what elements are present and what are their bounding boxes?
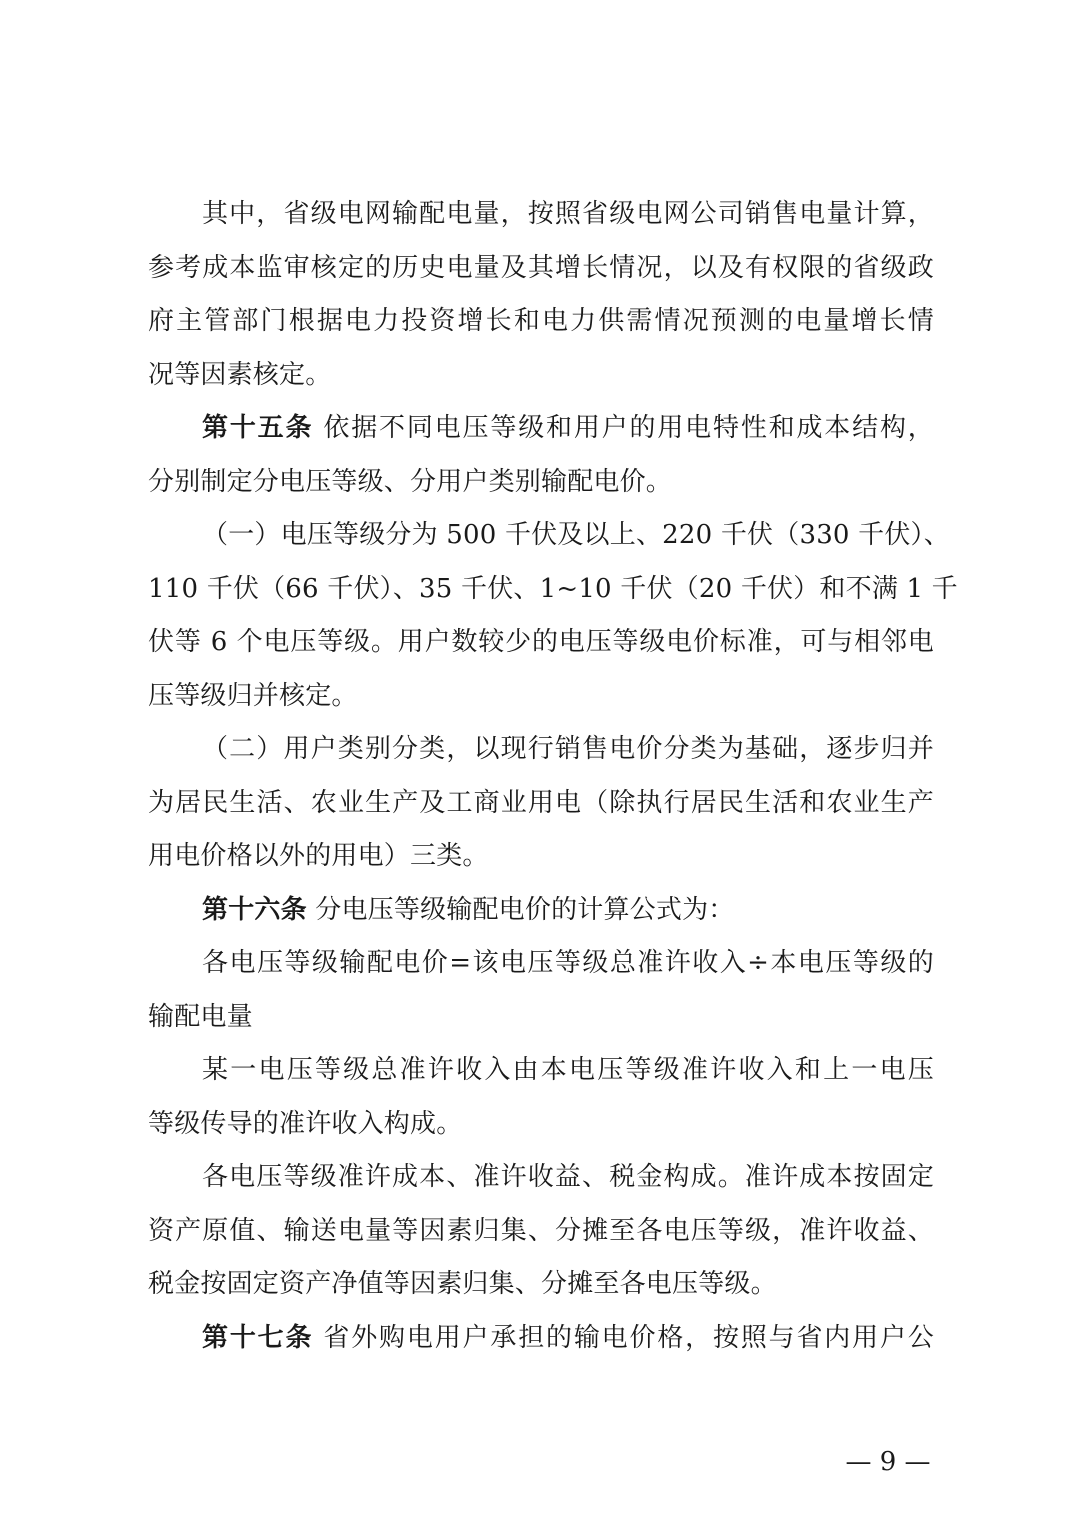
- page-number: — 9 —: [845, 1447, 931, 1477]
- article-heading: 第十七条: [202, 1322, 314, 1353]
- article-heading: 第十五条: [202, 413, 314, 443]
- text-line: 等级传导的准许收入构成。: [148, 1108, 463, 1139]
- text-line: 参考成本监审核定的历史电量及其增长情况，以及有权限的省级政: [148, 252, 934, 283]
- text-line: 分别制定分电压等级、分用户类别输配电价。: [148, 466, 673, 497]
- article-15: [148, 402, 934, 509]
- text-line: 各电压等级准许成本、准许收益、税金构成。准许成本按固定: [202, 1162, 934, 1192]
- text-line: 税金按固定资产净值等因素归集、分摊至各电压等级。: [148, 1269, 777, 1299]
- text-line: 其中，省级电网输配电量，按照省级电网公司销售电量计算，: [202, 199, 934, 229]
- article-heading: 第十六条: [202, 894, 307, 925]
- text-line: 资产原值、输送电量等因素归集、分摊至各电压等级，准许收益、: [148, 1215, 934, 1246]
- text-line: 为居民生活、农业生产及工商业用电（除执行居民生活和农业生产: [148, 787, 934, 818]
- text-line: 输配电量: [148, 1001, 253, 1032]
- article-16: [148, 884, 934, 938]
- text-line: 某一电压等级总准许收入由本电压等级准许收入和上一电压: [202, 1055, 934, 1085]
- article-text: 省外购电用户承担的输电价格，按照与省内用户公: [323, 1322, 934, 1353]
- paragraph-cost-allocation: [148, 1151, 934, 1312]
- text-line: （一）电压等级分为 500 千伏及以上、220 千伏（330 千伏）、: [202, 520, 950, 550]
- text-line: [148, 884, 934, 938]
- text-line: 压等级归并核定。: [148, 680, 358, 711]
- article-text: 分电压等级输配电价的计算公式为：: [315, 894, 735, 925]
- text-line: 110 千伏（66 千伏）、35 千伏、1~10 千伏（20 千伏）和不满 1 千: [148, 573, 958, 604]
- text-line: [148, 1312, 934, 1366]
- text-line: [148, 402, 934, 456]
- text-line: （二）用户类别分类，以现行销售电价分类为基础，逐步归并: [202, 734, 934, 764]
- text-line: 伏等 6 个电压等级。用户数较少的电压等级电价标准，可与相邻电: [148, 627, 934, 657]
- article-17: [148, 1312, 934, 1366]
- text-line: 各电压等级输配电价=该电压等级总准许收入÷本电压等级的: [202, 948, 934, 978]
- text-line: 府主管部门根据电力投资增长和电力供需情况预测的电量增长情: [148, 306, 934, 336]
- text-line: 况等因素核定。: [148, 359, 332, 390]
- item-voltage-levels: [148, 509, 958, 723]
- document-body: [148, 188, 958, 1365]
- paragraph-transmission-volume: [148, 188, 934, 402]
- formula-paragraph: [148, 937, 934, 1044]
- paragraph-total-revenue: [148, 1044, 934, 1151]
- article-text: 依据不同电压等级和用户的用电特性和成本结构，: [323, 413, 934, 443]
- text-line: 用电价格以外的用电）三类。: [148, 841, 489, 871]
- item-user-categories: [148, 723, 934, 884]
